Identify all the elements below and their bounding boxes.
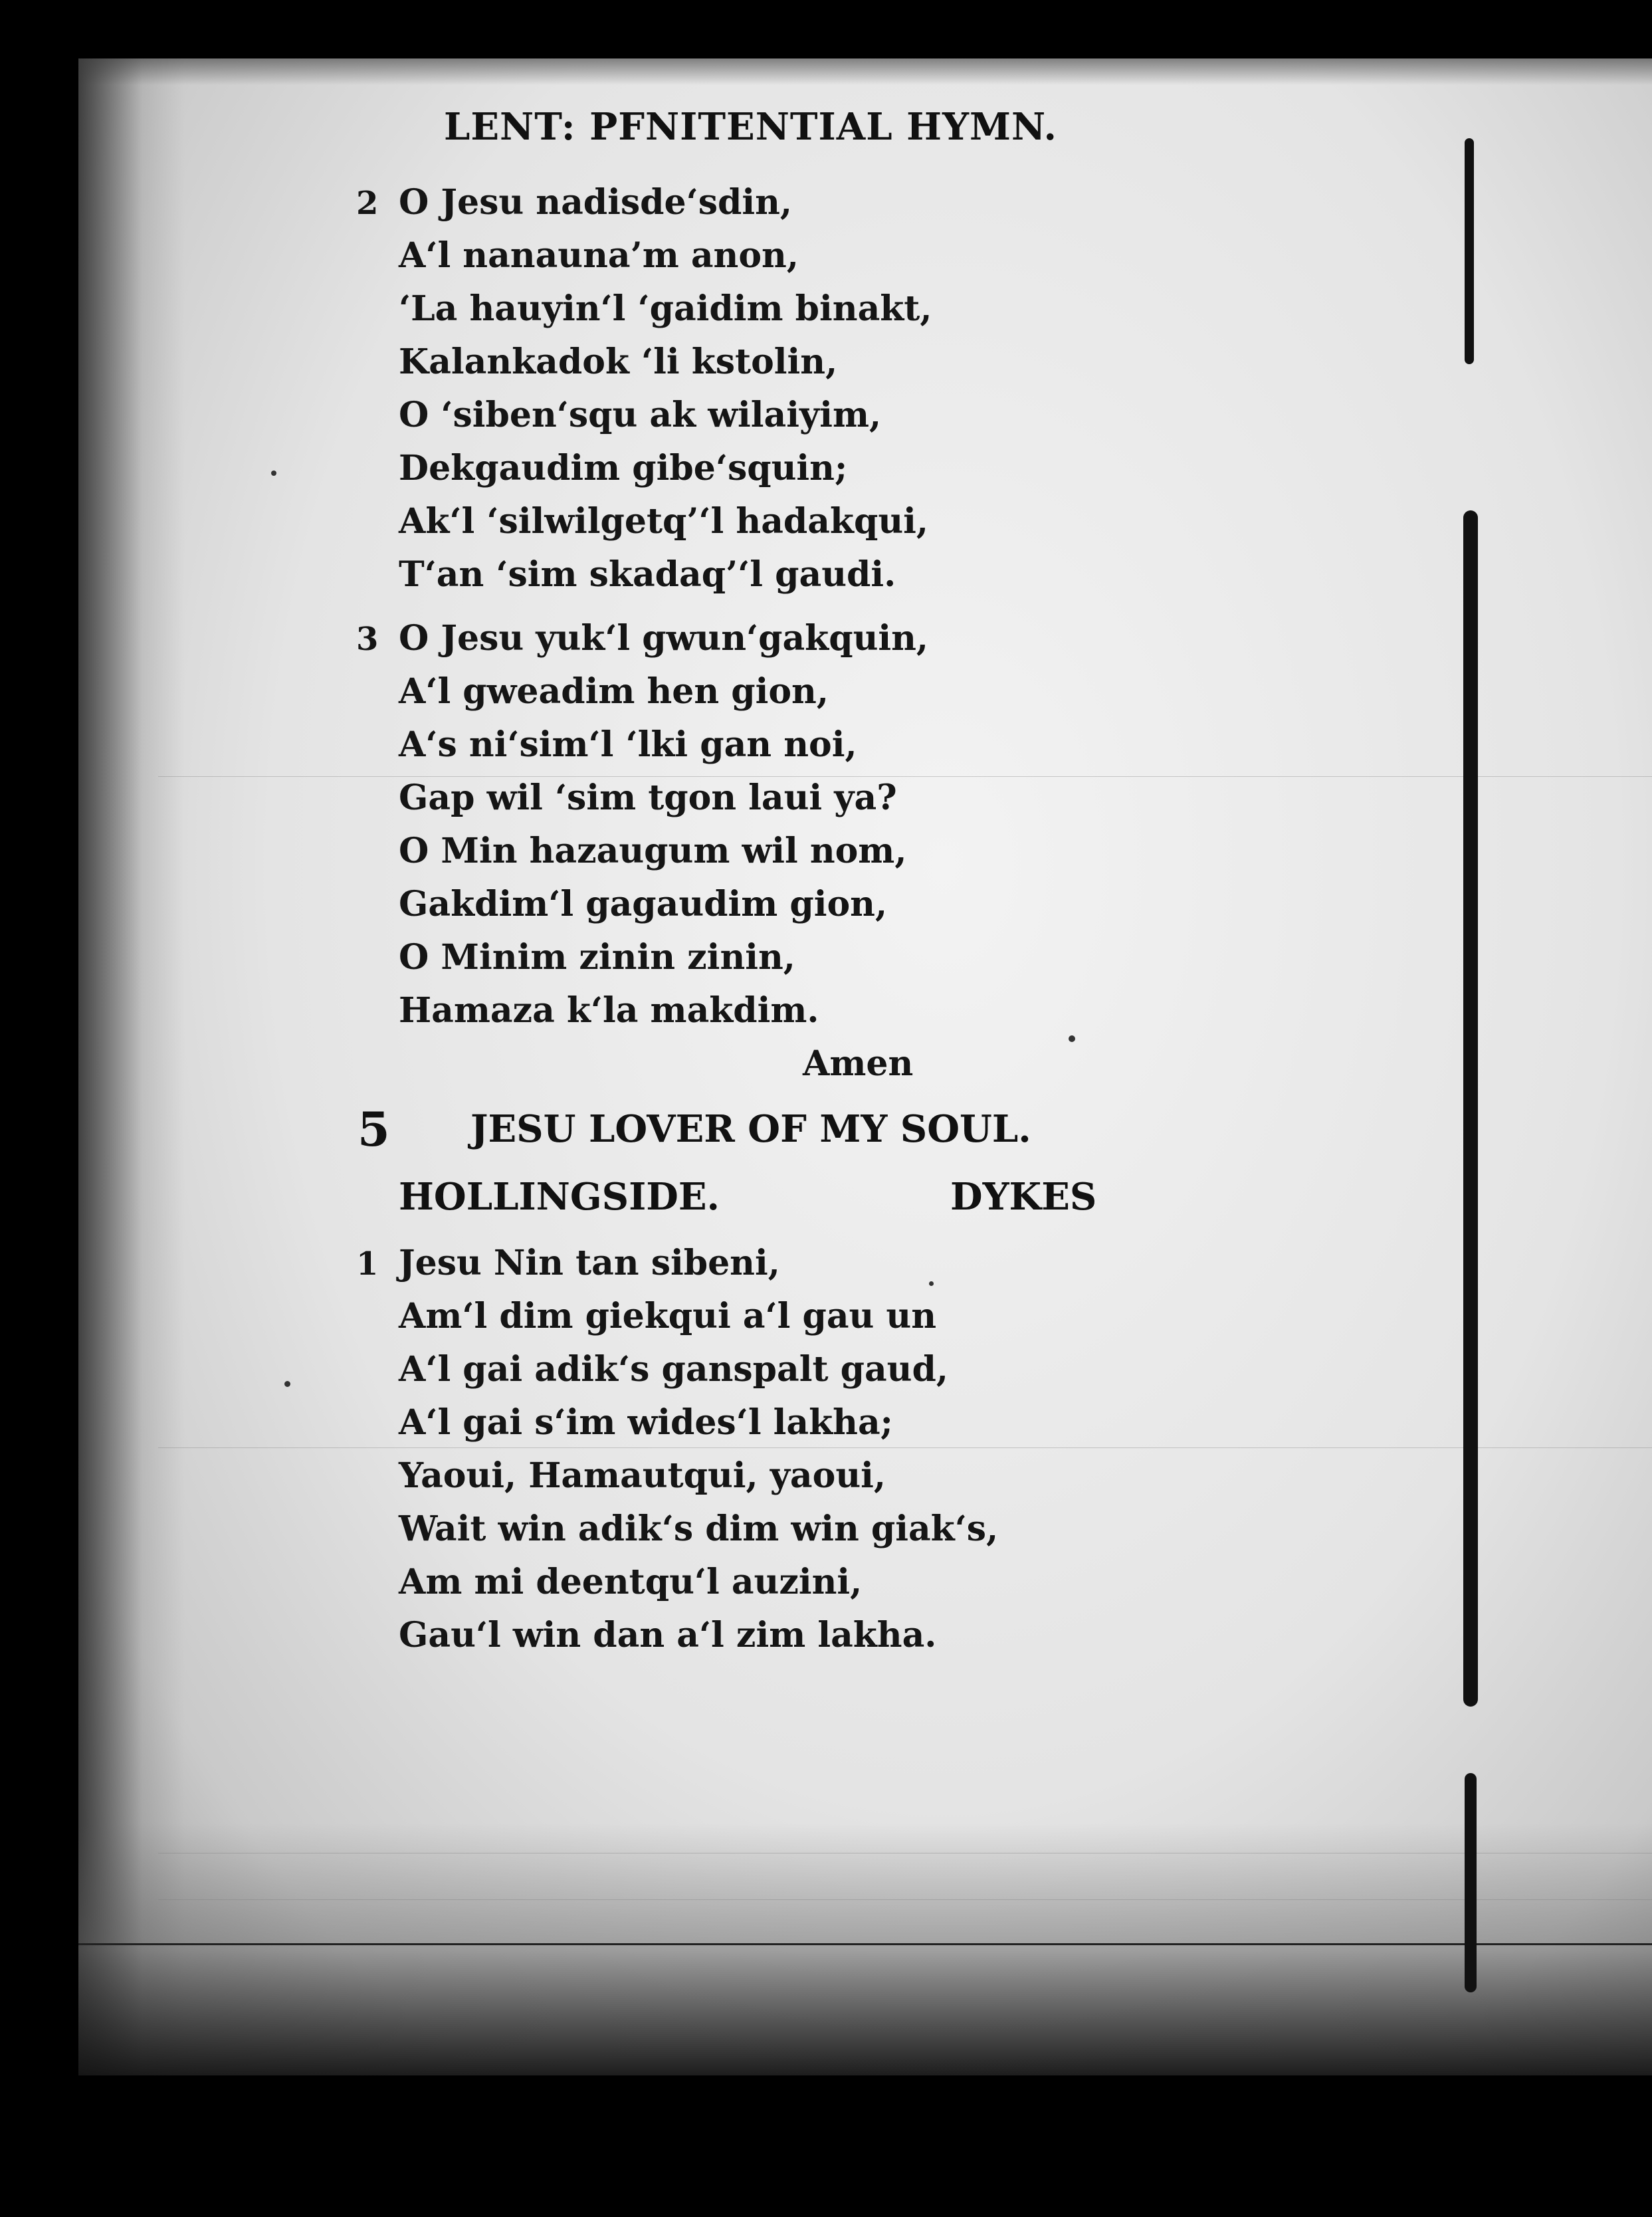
verse-number: 1 [356,1245,379,1283]
scanned-page [78,58,1652,2075]
verse-line: O Jesu yuk‘l gwun‘gakquin, [399,618,929,659]
verse-line: Hamaza k‘la makdim. [399,990,819,1031]
verse-line: T‘an ‘sim skadaq’‘l gaudi. [399,554,896,595]
hymn-number: 5 [358,1102,390,1157]
verse-line: Gakdim‘l gagaudim gion, [399,884,888,924]
verse-line: O ‘siben‘squ ak wilaiyim, [399,395,882,435]
verse-line: Jesu Nin tan sibeni, [399,1243,780,1283]
scan-rule-line [78,1943,1652,1945]
verse-line: Yaoui, Hamautqui, yaoui, [399,1455,886,1496]
scan-line [158,1899,1652,1900]
verse-line: Dekgaudim gibe‘squin; [399,448,848,488]
page-edge-shadow-left [78,58,185,2075]
scan-speck [929,1281,934,1286]
verse-line: Ak‘l ‘silwilgetq’‘l hadakqui, [399,501,928,542]
tune-name: HOLLINGSIDE. [399,1175,720,1219]
verse-number: 3 [356,621,379,658]
margin-bracket [1465,1773,1477,1992]
verse-line: A‘l gai adik‘s ganspalt gaud, [399,1349,948,1390]
scan-line [158,1447,1652,1448]
verse-line: Gap wil ‘sim tgon laui ya? [399,778,897,818]
verse-line: Kalankadok ‘li kstolin, [399,342,838,382]
verse-line: Am‘l dim giekqui a‘l gau un [399,1296,937,1336]
verse-line: A‘l gweadim hen gion, [399,671,829,712]
scan-speck [284,1381,290,1387]
margin-bracket [1463,510,1478,1707]
scan-speck [1069,1035,1075,1042]
verse-line: Wait win adik‘s dim win giak‘s, [399,1509,999,1549]
verse-number: 2 [356,185,379,222]
hymn-title: JESU LOVER OF MY SOUL. [470,1107,1031,1151]
scan-line [158,776,1652,777]
verse-line: O Min hazaugum wil nom, [399,831,907,871]
margin-bracket [1465,138,1474,364]
page-edge-shadow-bottom [78,1823,1652,2075]
verse-line: A‘l gai s‘im wides‘l lakha; [399,1402,893,1443]
verse-line: Gau‘l win dan a‘l zim lakha. [399,1615,937,1655]
verse-line: A‘l nanauna’m anon, [399,235,799,276]
scan-speck [271,471,276,476]
verse-line: A‘s ni‘sim‘l ‘lki gan noi, [399,724,857,765]
composer-name: DYKES [950,1175,1097,1219]
amen: Amen [803,1043,914,1084]
page-edge-shadow-top [78,58,1652,85]
verse-line: O Jesu nadisde‘sdin, [399,182,793,223]
verse-line: Am mi deentqu‘l auzini, [399,1562,863,1602]
verse-line: O Minim zinin zinin, [399,937,795,978]
page-header: LENT: PFNITENTIAL HYMN. [444,105,1058,149]
verse-line: ‘La hauyin‘l ‘gaidim binakt, [399,288,932,329]
